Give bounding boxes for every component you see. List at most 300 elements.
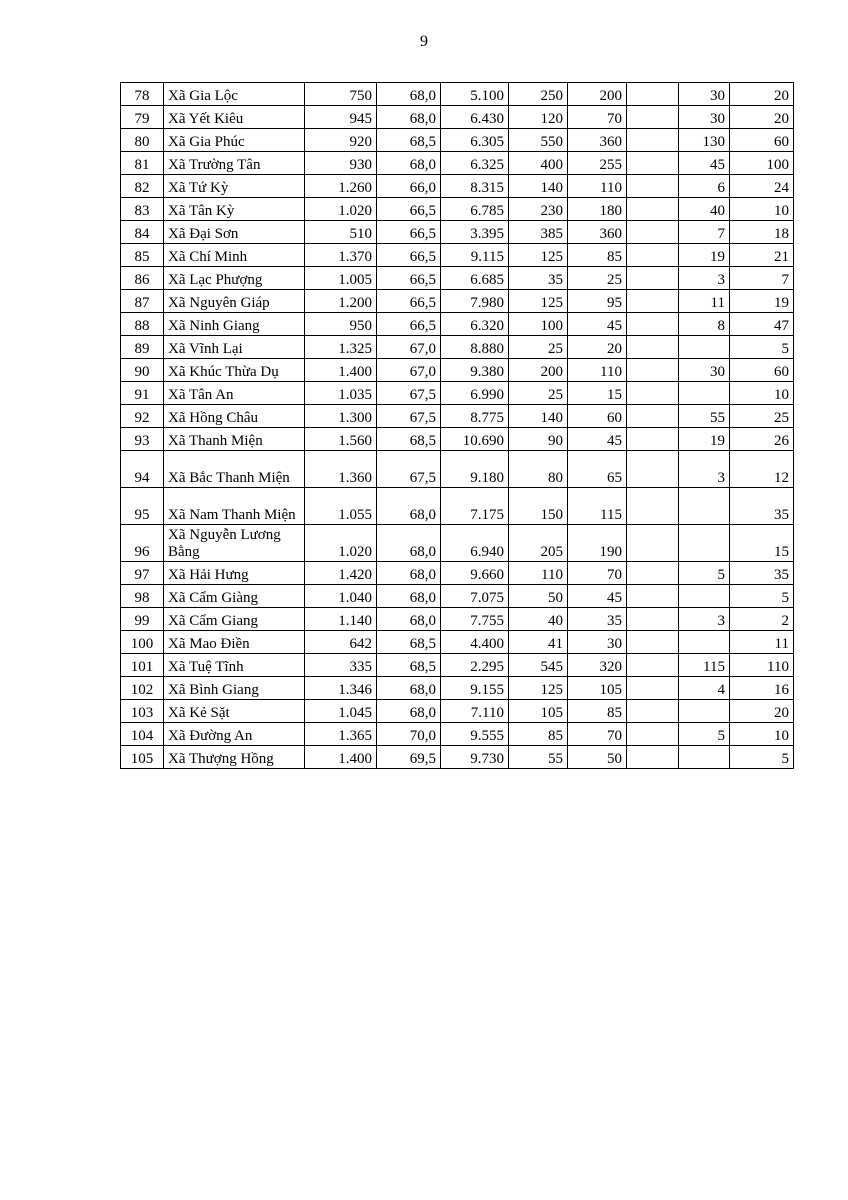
table-row [121,152,794,175]
cell-row-number: 80 [121,129,164,152]
cell-col-3: 945 [305,106,377,129]
cell-col-8 [627,525,679,562]
cell-commune-name: Xã Mao Điền [164,631,305,654]
cell-col-3: 750 [305,83,377,106]
cell-col-9: 7 [679,221,730,244]
cell-col-10: 47 [730,313,794,336]
cell-commune-name: Xã Gia Lộc [164,83,305,106]
cell-col-4: 66,5 [377,198,441,221]
cell-col-8 [627,244,679,267]
cell-col-7: 360 [568,221,627,244]
cell-commune-name: Xã Yết Kiêu [164,106,305,129]
cell-col-5: 8.315 [441,175,509,198]
cell-col-6: 85 [509,723,568,746]
cell-col-4: 70,0 [377,723,441,746]
cell-row-number: 87 [121,290,164,313]
cell-col-5: 4.400 [441,631,509,654]
cell-col-8 [627,175,679,198]
cell-col-8 [627,382,679,405]
cell-col-5: 9.115 [441,244,509,267]
cell-col-3: 1.020 [305,525,377,562]
table-row [121,488,794,525]
table-row [121,175,794,198]
data-table [120,82,794,769]
cell-col-9: 3 [679,608,730,631]
cell-col-5: 6.990 [441,382,509,405]
cell-col-7: 110 [568,175,627,198]
cell-col-10: 12 [730,451,794,488]
cell-col-4: 68,0 [377,83,441,106]
table-row [121,83,794,106]
cell-col-6: 100 [509,313,568,336]
cell-col-5: 7.980 [441,290,509,313]
cell-col-3: 1.360 [305,451,377,488]
cell-col-4: 68,5 [377,129,441,152]
cell-col-10: 60 [730,129,794,152]
cell-commune-name: Xã Tuệ Tĩnh [164,654,305,677]
cell-col-6: 25 [509,382,568,405]
cell-col-6: 105 [509,700,568,723]
table-row [121,336,794,359]
cell-commune-name: Xã Nguyên Giáp [164,290,305,313]
cell-col-3: 1.346 [305,677,377,700]
cell-col-8 [627,359,679,382]
cell-col-9: 30 [679,83,730,106]
cell-col-8 [627,152,679,175]
cell-commune-name: Xã Chí Minh [164,244,305,267]
cell-col-7: 110 [568,359,627,382]
cell-col-4: 69,5 [377,746,441,769]
cell-commune-name: Xã Ninh Giang [164,313,305,336]
cell-col-4: 66,5 [377,221,441,244]
cell-col-6: 550 [509,129,568,152]
cell-col-6: 200 [509,359,568,382]
cell-col-8 [627,608,679,631]
cell-row-number: 99 [121,608,164,631]
cell-col-6: 385 [509,221,568,244]
cell-col-5: 6.685 [441,267,509,290]
cell-col-3: 335 [305,654,377,677]
cell-col-7: 20 [568,336,627,359]
cell-row-number: 81 [121,152,164,175]
cell-col-9 [679,700,730,723]
cell-commune-name: Xã Trường Tân [164,152,305,175]
cell-col-7: 85 [568,244,627,267]
cell-col-9: 45 [679,152,730,175]
cell-col-3: 1.400 [305,746,377,769]
cell-col-3: 1.140 [305,608,377,631]
table-row [121,129,794,152]
cell-commune-name: Xã Kẻ Sặt [164,700,305,723]
cell-col-6: 250 [509,83,568,106]
cell-row-number: 97 [121,562,164,585]
table-row [121,382,794,405]
table-row [121,244,794,267]
cell-col-3: 1.365 [305,723,377,746]
cell-col-6: 125 [509,290,568,313]
cell-col-5: 7.175 [441,488,509,525]
cell-col-5: 6.430 [441,106,509,129]
cell-col-7: 105 [568,677,627,700]
cell-row-number: 98 [121,585,164,608]
cell-col-4: 66,5 [377,290,441,313]
cell-col-9 [679,585,730,608]
table-row [121,562,794,585]
cell-row-number: 83 [121,198,164,221]
cell-col-10: 60 [730,359,794,382]
cell-col-9: 6 [679,175,730,198]
cell-row-number: 79 [121,106,164,129]
cell-col-10: 25 [730,405,794,428]
cell-col-9 [679,631,730,654]
cell-col-3: 1.420 [305,562,377,585]
cell-col-4: 68,0 [377,152,441,175]
cell-col-3: 642 [305,631,377,654]
cell-col-7: 180 [568,198,627,221]
cell-col-5: 7.755 [441,608,509,631]
table-row [121,428,794,451]
cell-col-5: 9.380 [441,359,509,382]
cell-col-4: 67,5 [377,451,441,488]
cell-col-10: 110 [730,654,794,677]
table-row [121,106,794,129]
cell-col-3: 1.020 [305,198,377,221]
cell-col-3: 1.370 [305,244,377,267]
cell-col-7: 50 [568,746,627,769]
cell-col-10: 2 [730,608,794,631]
cell-col-4: 67,5 [377,405,441,428]
cell-col-6: 80 [509,451,568,488]
cell-col-6: 55 [509,746,568,769]
cell-col-5: 3.395 [441,221,509,244]
cell-commune-name: Xã Nam Thanh Miện [164,488,305,525]
cell-row-number: 101 [121,654,164,677]
cell-col-7: 85 [568,700,627,723]
cell-col-4: 68,5 [377,654,441,677]
table-row [121,267,794,290]
cell-col-3: 1.300 [305,405,377,428]
cell-col-3: 1.400 [305,359,377,382]
cell-col-5: 2.295 [441,654,509,677]
table-row [121,608,794,631]
cell-col-8 [627,746,679,769]
cell-row-number: 92 [121,405,164,428]
cell-col-5: 9.660 [441,562,509,585]
cell-commune-name: Xã Lạc Phượng [164,267,305,290]
cell-col-3: 1.560 [305,428,377,451]
cell-col-5: 9.155 [441,677,509,700]
cell-col-8 [627,336,679,359]
cell-row-number: 104 [121,723,164,746]
cell-col-4: 67,0 [377,359,441,382]
cell-col-4: 66,5 [377,313,441,336]
cell-row-number: 88 [121,313,164,336]
cell-commune-name: Xã Thượng Hồng [164,746,305,769]
cell-commune-name: Xã Cẩm Giang [164,608,305,631]
cell-col-8 [627,677,679,700]
cell-col-10: 35 [730,562,794,585]
cell-col-5: 9.180 [441,451,509,488]
cell-col-7: 35 [568,608,627,631]
cell-col-3: 1.045 [305,700,377,723]
cell-row-number: 91 [121,382,164,405]
cell-col-10: 26 [730,428,794,451]
cell-col-5: 6.305 [441,129,509,152]
cell-row-number: 82 [121,175,164,198]
table-row [121,723,794,746]
cell-row-number: 93 [121,428,164,451]
cell-col-10: 7 [730,267,794,290]
cell-col-4: 68,0 [377,525,441,562]
cell-commune-name: Xã Tân An [164,382,305,405]
page-number: 9 [420,33,428,50]
cell-col-7: 70 [568,723,627,746]
cell-commune-name: Xã Nguyễn Lương Bằng [164,525,305,562]
cell-col-7: 45 [568,585,627,608]
cell-col-7: 45 [568,428,627,451]
cell-col-8 [627,129,679,152]
cell-row-number: 94 [121,451,164,488]
cell-col-10: 5 [730,585,794,608]
cell-col-7: 30 [568,631,627,654]
cell-col-3: 1.260 [305,175,377,198]
cell-row-number: 103 [121,700,164,723]
cell-col-8 [627,198,679,221]
cell-row-number: 86 [121,267,164,290]
cell-col-6: 35 [509,267,568,290]
cell-col-9: 30 [679,106,730,129]
cell-col-4: 68,0 [377,677,441,700]
cell-col-7: 60 [568,405,627,428]
cell-row-number: 78 [121,83,164,106]
cell-col-6: 545 [509,654,568,677]
cell-col-6: 125 [509,677,568,700]
cell-col-5: 6.320 [441,313,509,336]
cell-col-5: 5.100 [441,83,509,106]
cell-col-3: 1.040 [305,585,377,608]
cell-row-number: 90 [121,359,164,382]
table-row [121,654,794,677]
cell-commune-name: Xã Hồng Châu [164,405,305,428]
table-row [121,359,794,382]
cell-col-9: 30 [679,359,730,382]
cell-col-4: 68,0 [377,608,441,631]
cell-col-6: 150 [509,488,568,525]
cell-col-10: 16 [730,677,794,700]
cell-col-3: 1.005 [305,267,377,290]
table-row [121,313,794,336]
cell-col-3: 1.200 [305,290,377,313]
cell-col-10: 100 [730,152,794,175]
cell-commune-name: Xã Đại Sơn [164,221,305,244]
cell-col-6: 90 [509,428,568,451]
cell-col-8 [627,267,679,290]
cell-col-9: 3 [679,451,730,488]
cell-col-3: 1.325 [305,336,377,359]
cell-col-3: 1.035 [305,382,377,405]
cell-col-9: 19 [679,428,730,451]
cell-col-4: 68,0 [377,562,441,585]
cell-col-8 [627,106,679,129]
cell-col-9: 55 [679,405,730,428]
cell-col-8 [627,562,679,585]
table-row [121,525,794,562]
table-row [121,746,794,769]
cell-col-8 [627,428,679,451]
cell-col-9 [679,336,730,359]
cell-col-7: 255 [568,152,627,175]
cell-commune-name: Xã Khúc Thừa Dụ [164,359,305,382]
table-row [121,221,794,244]
table-row [121,677,794,700]
cell-col-9 [679,488,730,525]
cell-col-10: 10 [730,382,794,405]
cell-commune-name: Xã Gia Phúc [164,129,305,152]
cell-col-7: 65 [568,451,627,488]
cell-col-6: 50 [509,585,568,608]
table-row [121,700,794,723]
cell-col-4: 68,0 [377,700,441,723]
cell-col-7: 115 [568,488,627,525]
cell-col-9: 3 [679,267,730,290]
table-row [121,405,794,428]
cell-row-number: 84 [121,221,164,244]
cell-col-6: 205 [509,525,568,562]
cell-col-5: 6.785 [441,198,509,221]
cell-col-5: 7.110 [441,700,509,723]
cell-col-5: 6.325 [441,152,509,175]
cell-col-7: 200 [568,83,627,106]
cell-row-number: 102 [121,677,164,700]
cell-col-5: 8.880 [441,336,509,359]
table-row [121,451,794,488]
cell-col-6: 140 [509,405,568,428]
table-row [121,198,794,221]
table-body [121,83,794,769]
cell-col-6: 110 [509,562,568,585]
cell-col-7: 190 [568,525,627,562]
cell-row-number: 96 [121,525,164,562]
cell-col-3: 930 [305,152,377,175]
cell-col-3: 920 [305,129,377,152]
cell-row-number: 95 [121,488,164,525]
cell-col-9 [679,382,730,405]
cell-col-7: 360 [568,129,627,152]
cell-col-6: 125 [509,244,568,267]
cell-row-number: 85 [121,244,164,267]
cell-col-10: 21 [730,244,794,267]
cell-col-4: 66,0 [377,175,441,198]
cell-col-9: 4 [679,677,730,700]
cell-col-8 [627,221,679,244]
table-row [121,290,794,313]
cell-col-9: 11 [679,290,730,313]
cell-col-5: 10.690 [441,428,509,451]
cell-col-4: 68,0 [377,585,441,608]
cell-row-number: 100 [121,631,164,654]
cell-col-7: 70 [568,562,627,585]
cell-col-7: 70 [568,106,627,129]
cell-commune-name: Xã Tứ Kỳ [164,175,305,198]
cell-col-4: 68,5 [377,631,441,654]
cell-col-8 [627,405,679,428]
cell-col-9: 5 [679,723,730,746]
cell-col-4: 68,0 [377,488,441,525]
cell-col-7: 15 [568,382,627,405]
cell-col-4: 67,0 [377,336,441,359]
cell-col-8 [627,700,679,723]
cell-col-9: 5 [679,562,730,585]
cell-col-4: 68,0 [377,106,441,129]
cell-col-9: 8 [679,313,730,336]
cell-col-10: 19 [730,290,794,313]
cell-col-6: 400 [509,152,568,175]
cell-col-10: 5 [730,746,794,769]
cell-col-9: 40 [679,198,730,221]
cell-col-4: 66,5 [377,267,441,290]
cell-col-10: 35 [730,488,794,525]
cell-commune-name: Xã Đường An [164,723,305,746]
cell-col-4: 66,5 [377,244,441,267]
cell-col-8 [627,585,679,608]
cell-col-10: 10 [730,198,794,221]
cell-commune-name: Xã Thanh Miện [164,428,305,451]
cell-col-4: 68,5 [377,428,441,451]
cell-col-6: 120 [509,106,568,129]
cell-col-6: 230 [509,198,568,221]
cell-col-10: 20 [730,83,794,106]
cell-col-10: 5 [730,336,794,359]
cell-col-5: 9.555 [441,723,509,746]
cell-col-5: 7.075 [441,585,509,608]
cell-col-8 [627,313,679,336]
cell-col-10: 10 [730,723,794,746]
cell-col-9: 115 [679,654,730,677]
cell-col-10: 20 [730,700,794,723]
cell-col-9: 19 [679,244,730,267]
cell-col-8 [627,723,679,746]
cell-col-7: 25 [568,267,627,290]
cell-col-5: 6.940 [441,525,509,562]
cell-col-8 [627,290,679,313]
cell-row-number: 89 [121,336,164,359]
cell-commune-name: Xã Hải Hưng [164,562,305,585]
cell-col-6: 25 [509,336,568,359]
cell-col-4: 67,5 [377,382,441,405]
cell-col-10: 18 [730,221,794,244]
cell-col-8 [627,631,679,654]
cell-commune-name: Xã Cẩm Giàng [164,585,305,608]
cell-commune-name: Xã Vĩnh Lại [164,336,305,359]
cell-col-10: 15 [730,525,794,562]
cell-col-7: 95 [568,290,627,313]
cell-col-3: 950 [305,313,377,336]
cell-col-9: 130 [679,129,730,152]
table-row [121,585,794,608]
cell-col-6: 140 [509,175,568,198]
cell-commune-name: Xã Bình Giang [164,677,305,700]
cell-col-10: 20 [730,106,794,129]
cell-commune-name: Xã Bắc Thanh Miện [164,451,305,488]
table-row [121,631,794,654]
cell-col-3: 1.055 [305,488,377,525]
cell-col-6: 41 [509,631,568,654]
cell-col-7: 320 [568,654,627,677]
cell-col-6: 40 [509,608,568,631]
cell-col-10: 24 [730,175,794,198]
cell-row-number: 105 [121,746,164,769]
cell-col-8 [627,654,679,677]
